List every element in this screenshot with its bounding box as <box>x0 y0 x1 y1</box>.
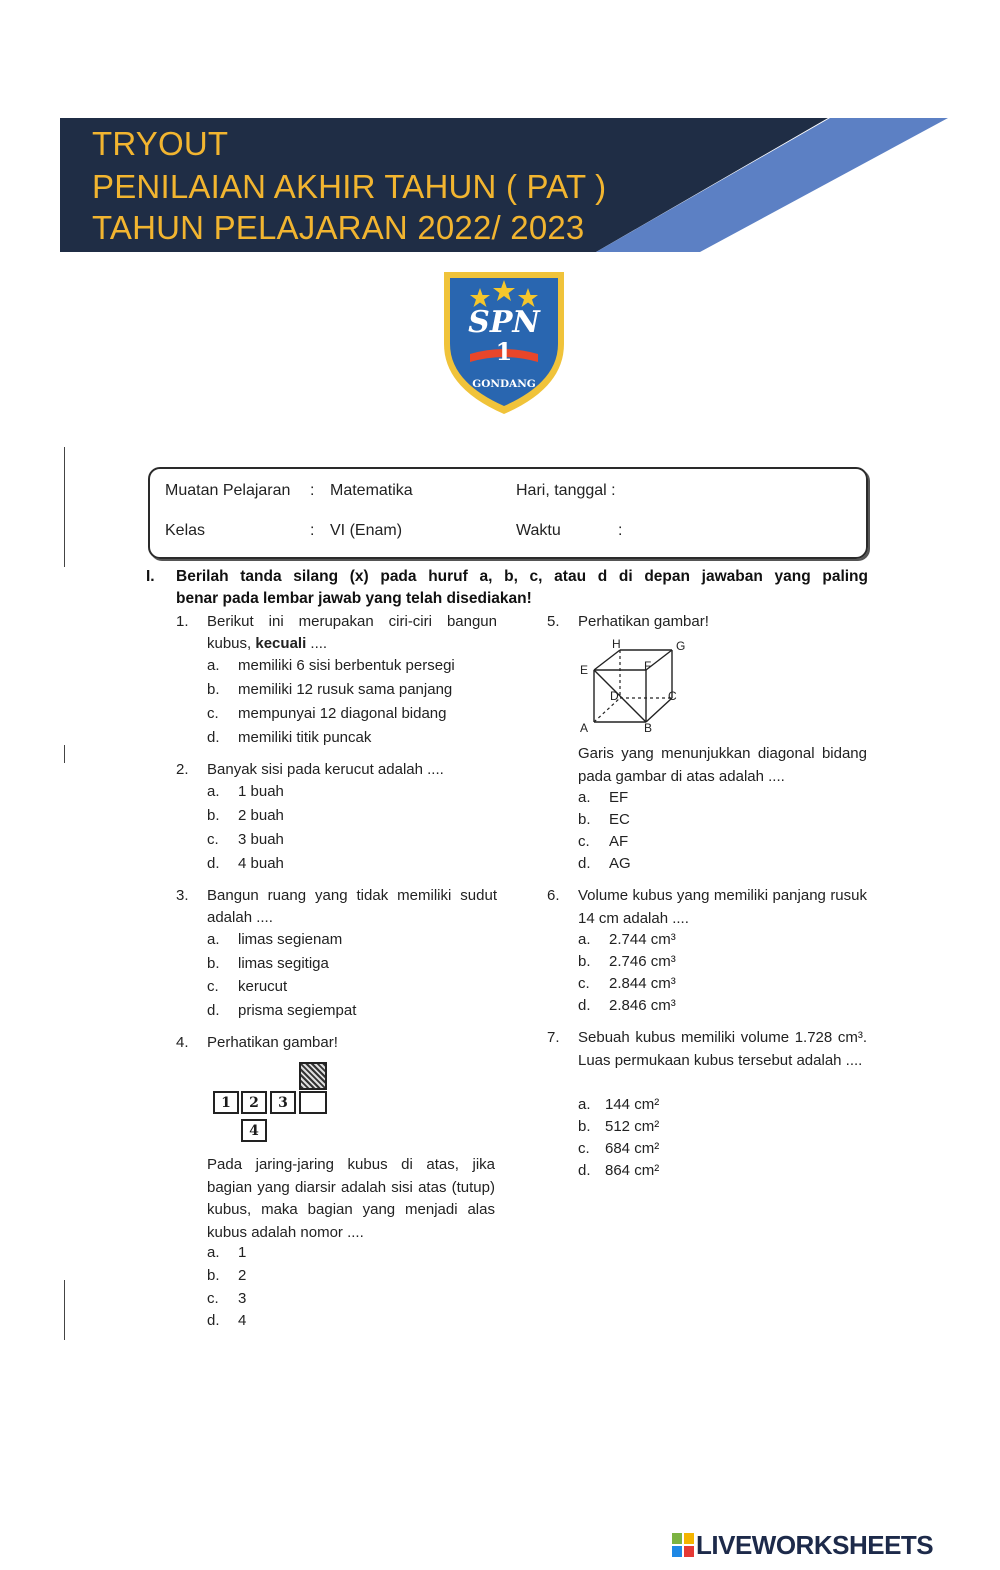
question-3-text-line-1: Bangun ruang yang tidak memiliki sudut <box>207 887 497 904</box>
question-6-text: Volume kubus yang memiliki panjang rusuk 14 cm adalah .... <box>578 887 867 927</box>
logo-text-bottom: GONDANG <box>472 378 536 390</box>
vertex-g: G <box>676 639 686 653</box>
option-letter: a. <box>578 789 591 806</box>
question-6-number: 6. <box>547 887 560 904</box>
header-title-line-3: TAHUN PELAJARAN 2022/ 2023 <box>92 209 585 246</box>
question-4-option-c[interactable] <box>207 1290 246 1307</box>
question-2-option-d[interactable] <box>207 855 284 872</box>
question-2-option-b[interactable] <box>207 807 284 824</box>
option-letter: b. <box>207 1267 220 1284</box>
question-1-option-a[interactable] <box>207 657 455 674</box>
option-letter: c. <box>207 705 219 722</box>
question-5-option-c[interactable] <box>578 833 628 850</box>
question-2-number: 2. <box>176 761 189 778</box>
instruction-line-1: Berilah tanda silang (x) pada huruf a, b, c, atau d di depan jawaban yang paling <box>176 568 868 585</box>
option-text: AF <box>609 833 629 850</box>
option-letter: d. <box>207 1312 220 1329</box>
question-1-emphasis: kecuali <box>255 635 307 652</box>
option-letter: b. <box>578 811 591 828</box>
logo-text-top: SPN <box>468 305 540 340</box>
vertex-b: B <box>644 721 653 735</box>
liveworksheets-brand[interactable]: LIVEWORKSHEETS <box>696 1530 934 1560</box>
question-5-option-b[interactable] <box>578 811 630 828</box>
cube-net-cell-1: 1 <box>213 1091 239 1114</box>
option-text: 1 buah <box>238 783 284 800</box>
option-letter: c. <box>578 833 590 850</box>
question-1-option-d[interactable] <box>207 729 371 746</box>
option-text: 2.844 cm³ <box>609 975 676 992</box>
question-6-option-c[interactable] <box>578 975 676 992</box>
question-2-option-c[interactable] <box>207 831 284 848</box>
option-letter: b. <box>578 1118 591 1135</box>
scan-mark <box>64 745 65 763</box>
option-letter: d. <box>207 729 220 746</box>
option-text: 2.746 cm³ <box>609 953 676 970</box>
question-5-option-d[interactable] <box>578 855 631 872</box>
question-3-option-d[interactable] <box>207 1002 356 1019</box>
option-letter: c. <box>578 975 590 992</box>
question-5-number: 5. <box>547 613 560 630</box>
option-letter: a. <box>207 783 220 800</box>
option-text: memiliki titik puncak <box>238 729 372 746</box>
vertex-a: A <box>580 721 589 735</box>
option-text: 144 cm² <box>605 1096 660 1113</box>
question-5-text: Perhatikan gambar! <box>578 613 709 630</box>
option-text: mempunyai 12 diagonal bidang <box>238 705 447 722</box>
option-letter: c. <box>207 978 219 995</box>
class-value: VI (Enam) <box>330 522 403 539</box>
option-text: 684 cm² <box>605 1140 660 1157</box>
question-3-option-c[interactable] <box>207 978 287 995</box>
question-7-number: 7. <box>547 1029 560 1046</box>
question-7-option-c[interactable] <box>578 1140 659 1157</box>
question-1-option-b[interactable] <box>207 681 452 698</box>
question-2-option-a[interactable] <box>207 783 284 800</box>
vertex-c: C <box>668 689 677 703</box>
option-letter: a. <box>207 657 220 674</box>
question-3-number: 3. <box>176 887 189 904</box>
class-colon: : <box>310 522 315 539</box>
option-letter: c. <box>207 1290 219 1307</box>
option-text: memiliki 12 rusuk sama panjang <box>238 681 453 698</box>
question-7-option-a[interactable] <box>578 1096 659 1113</box>
question-5-option-a[interactable] <box>578 789 628 806</box>
question-5-text-after: Garis yang menunjukkan diagonal bidang pada gambar di atas adalah .... <box>578 745 867 785</box>
question-6-option-b[interactable] <box>578 953 676 970</box>
question-3-option-b[interactable] <box>207 955 329 972</box>
option-text: EC <box>609 811 630 828</box>
subject-colon: : <box>310 482 315 499</box>
time-colon: : <box>618 522 623 539</box>
option-letter: d. <box>578 855 591 872</box>
option-text: 3 buah <box>238 831 284 848</box>
scan-mark <box>64 1280 65 1340</box>
question-3-option-a[interactable] <box>207 931 342 948</box>
vertex-f: F <box>644 659 652 673</box>
option-letter: a. <box>578 931 591 948</box>
question-3-text-line-2: adalah .... <box>207 909 273 926</box>
day-date-label: Hari, tanggal : <box>516 482 616 499</box>
section-roman: I. <box>146 568 155 585</box>
option-text: limas segitiga <box>238 955 329 972</box>
question-1-text-line-1: Berikut ini merupakan ciri-ciri bangun <box>207 613 497 630</box>
option-letter: b. <box>207 807 220 824</box>
option-text: 864 cm² <box>605 1162 660 1179</box>
question-1-text-end: .... <box>310 635 328 652</box>
school-logo <box>440 266 568 418</box>
option-text: 2 buah <box>238 807 284 824</box>
question-6-option-a[interactable] <box>578 931 676 948</box>
option-letter: b. <box>578 953 591 970</box>
question-1-number: 1. <box>176 613 189 630</box>
option-letter: a. <box>207 1244 220 1261</box>
question-1-option-c[interactable] <box>207 705 446 722</box>
question-1-text-part: kubus, <box>207 635 252 652</box>
option-text: prisma segiempat <box>238 1002 357 1019</box>
option-text: 3 <box>238 1290 247 1307</box>
exam-info-box <box>148 467 868 559</box>
vertex-e: E <box>580 663 589 677</box>
question-4-text: Perhatikan gambar! <box>207 1034 338 1051</box>
vertex-d: D <box>610 689 619 703</box>
option-letter: a. <box>578 1096 591 1113</box>
option-text: 4 <box>238 1312 247 1329</box>
header-title-line-2: PENILAIAN AKHIR TAHUN ( PAT ) <box>92 168 607 205</box>
question-6-option-d[interactable] <box>578 997 676 1014</box>
scan-mark <box>64 447 65 567</box>
question-7-text: Sebuah kubus memiliki volume 1.728 cm³. Luas permukaan kubus tersebut adalah .... <box>578 1029 867 1069</box>
question-4-text-after: Pada jaring-jaring kubus di atas, jika bagian yang diarsir adalah sisi atas (tutup) kubus, maka bagian yang menjadi alas kubus adalah nomor .... <box>207 1156 495 1241</box>
option-text: 2 <box>238 1267 247 1284</box>
logo-text-number: 1 <box>495 337 513 366</box>
question-4-option-a[interactable] <box>207 1244 246 1261</box>
option-letter: d. <box>578 1162 591 1179</box>
class-label: Kelas <box>165 522 206 539</box>
question-1-text-line-2 <box>207 633 327 656</box>
question-7-option-b[interactable] <box>578 1118 659 1135</box>
vertex-h: H <box>612 638 621 651</box>
option-text: EF <box>609 789 629 806</box>
option-text: 4 buah <box>238 855 284 872</box>
cube-net-cell-4: 4 <box>241 1119 267 1142</box>
option-text: AG <box>609 855 631 872</box>
option-letter: b. <box>207 681 220 698</box>
option-letter: d. <box>578 997 591 1014</box>
time-label: Waktu <box>516 522 561 539</box>
option-text: 1 <box>238 1244 247 1261</box>
option-letter: d. <box>207 855 220 872</box>
cube-net-cell-2: 2 <box>241 1091 267 1114</box>
option-text: limas segienam <box>238 931 343 948</box>
question-4-option-b[interactable] <box>207 1267 246 1284</box>
header-title-line-1: TRYOUT <box>92 125 229 162</box>
option-text: memiliki 6 sisi berbentuk persegi <box>238 657 455 674</box>
option-letter: c. <box>207 831 219 848</box>
instruction-line-2: benar pada lembar jawab yang telah disediakan! <box>176 590 532 607</box>
cube-net-cell-3: 3 <box>270 1091 296 1114</box>
option-letter: c. <box>578 1140 590 1157</box>
option-text: kerucut <box>238 978 288 995</box>
option-letter: a. <box>207 931 220 948</box>
option-letter: d. <box>207 1002 220 1019</box>
option-text: 512 cm² <box>605 1118 660 1135</box>
cube-figure <box>572 638 692 736</box>
cube-net-cell-blank <box>299 1091 327 1114</box>
option-text: 2.846 cm³ <box>609 997 676 1014</box>
question-2-text: Banyak sisi pada kerucut adalah .... <box>207 761 444 778</box>
option-letter: b. <box>207 955 220 972</box>
liveworksheets-logo-icon <box>672 1533 694 1557</box>
cube-net-shaded-top <box>299 1062 327 1090</box>
question-7-option-d[interactable] <box>578 1162 659 1179</box>
question-4-option-d[interactable] <box>207 1312 246 1329</box>
question-4-number: 4. <box>176 1034 189 1051</box>
subject-value: Matematika <box>330 482 413 499</box>
subject-label: Muatan Pelajaran <box>165 482 291 499</box>
option-text: 2.744 cm³ <box>609 931 676 948</box>
